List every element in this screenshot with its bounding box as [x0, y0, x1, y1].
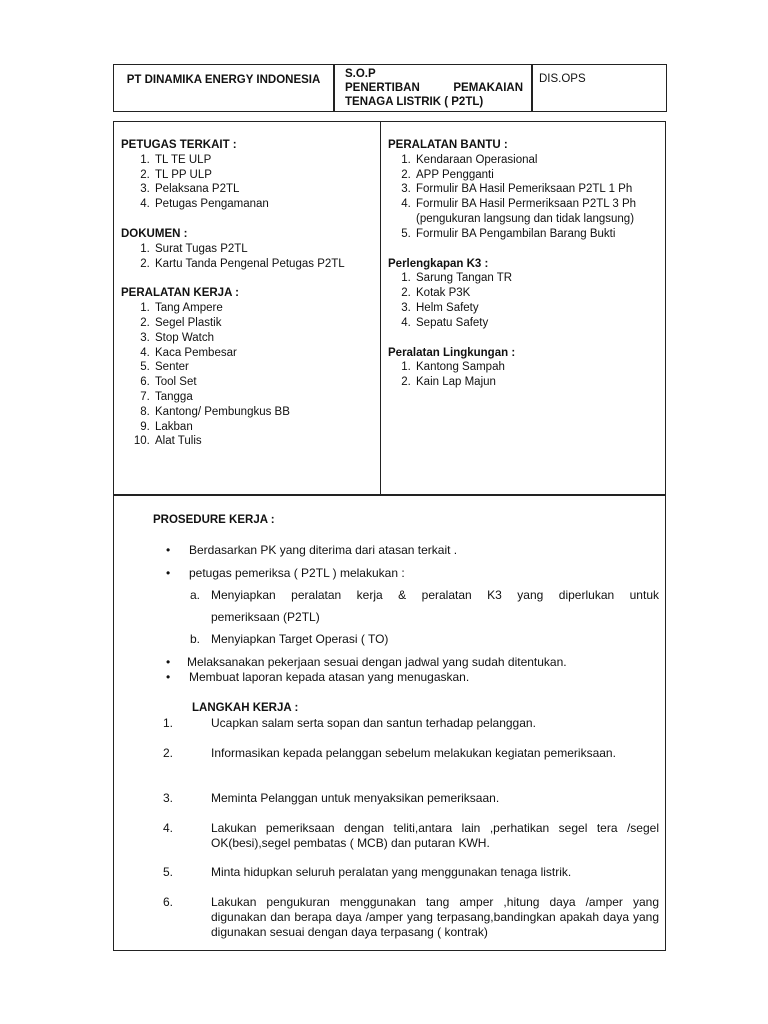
list-item: 4. Kaca Pembesar — [153, 346, 379, 361]
tools-section — [113, 121, 666, 495]
list-item: 5. Senter — [153, 360, 379, 375]
list-item: 5. Formulir BA Pengambilan Barang Bukti — [414, 227, 664, 242]
step-number: 2. — [163, 746, 174, 760]
step-text: Lakukan pengukuran menggunakan tang amper ,hitung daya /amper yang digunakan dan berapa daya /amper yang terpasang,bandingkan apakah daya yang digunakan sesuai dengan daya terpasang ( kontrak) — [211, 895, 659, 939]
list-item: 2. APP Pengganti — [414, 168, 664, 183]
header-company-cell — [113, 64, 334, 112]
procedure-bullet-4: Membuat laporan kepada atasan yang menugaskan. — [189, 670, 470, 684]
step-text: Minta hidupkan seluruh peralatan yang menggunakan tenaga listrik. — [211, 865, 572, 879]
step-text: Informasikan kepada pelanggan sebelum melakukan kegiatan pemeriksaan. — [211, 746, 616, 760]
step-number: 1. — [163, 716, 174, 730]
column-divider — [380, 122, 381, 494]
list-item: 4. Sepatu Safety — [414, 316, 664, 331]
list-item: 1. TL TE ULP — [153, 153, 379, 168]
procedure-bullet-1: Berdasarkan PK yang diterima dari atasan terkait . — [189, 543, 458, 557]
sop-title-line1 — [345, 81, 523, 95]
list-item: 1. Kantong Sampah — [414, 360, 664, 375]
procedure-bullet-3: Melaksanakan pekerjaan sesuai dengan jadwal yang sudah ditentukan. — [187, 655, 567, 669]
list-item: 9. Lakban — [153, 420, 379, 435]
document-code: DIS.OPS — [539, 73, 586, 85]
k3-list — [388, 271, 664, 330]
peralatan-kerja-title: PERALATAN KERJA : — [121, 287, 239, 300]
sub-marker-a: a. — [190, 588, 201, 602]
company-name: PT DINAMIKA ENERGY INDONESIA — [126, 74, 321, 86]
list-item: 2. Kain Lap Majun — [414, 375, 664, 390]
sub-a-line2: pemeriksaan (P2TL) — [211, 610, 320, 624]
k3-title: Perlengkapan K3 : — [388, 257, 489, 270]
sub-a-line1: Menyiapkan peralatan kerja & peralatan K3 yang diperlukan untuk — [211, 588, 659, 602]
peralatan-kerja-list — [121, 301, 379, 449]
sub-b: Menyiapkan Target Operasi ( TO) — [211, 632, 389, 646]
procedure-bullet-2: petugas pemeriksa ( P2TL ) melakukan : — [189, 566, 405, 580]
list-item: 10. Alat Tulis — [153, 434, 379, 449]
bullet-glyph: • — [166, 543, 171, 557]
list-item: 3. Pelaksana P2TL — [153, 182, 379, 197]
step-number: 3. — [163, 791, 174, 805]
step-number: 6. — [163, 895, 174, 909]
list-item: 3. Formulir BA Hasil Pemeriksaan P2TL 1 Ph — [414, 182, 664, 197]
sub-marker-b: b. — [190, 632, 201, 646]
step-number: 4. — [163, 821, 174, 835]
list-item: 1. Surat Tugas P2TL — [153, 242, 379, 257]
sop-label: S.O.P — [345, 68, 376, 80]
step-text: Meminta Pelanggan untuk menyaksikan pemeriksaan. — [211, 791, 500, 805]
procedure-section — [113, 494, 666, 951]
step-text: Ucapkan salam serta sopan dan santun terhadap pelanggan. — [211, 716, 536, 730]
petugas-title: PETUGAS TERKAIT : — [121, 139, 237, 151]
list-item: 6. Tool Set — [153, 375, 379, 390]
sop-title-word2: PEMAKAIAN — [453, 82, 523, 94]
sop-title-word1: PENERTIBAN — [345, 82, 420, 94]
peralatan-bantu-title: PERALATAN BANTU : — [388, 139, 508, 151]
list-item: 3. Helm Safety — [414, 301, 664, 316]
step-text: Lakukan pemeriksaan dengan teliti,antara lain ,perhatikan segel tera /segel OK(besi),segel pembatas ( MCB) dan putaran KWH. — [211, 821, 659, 850]
step-number: 5. — [163, 865, 174, 879]
list-item: 8. Kantong/ Pembungkus BB — [153, 405, 379, 420]
bullet-glyph: • — [166, 566, 171, 580]
procedure-title: PROSEDURE KERJA : — [153, 514, 275, 526]
peralatan-bantu-list — [388, 153, 664, 242]
dokumen-list — [121, 242, 379, 272]
header-sop-cell — [334, 64, 532, 112]
bullet-glyph: • — [166, 655, 171, 669]
bullet-glyph: • — [166, 670, 171, 684]
left-column — [121, 138, 379, 449]
list-item: 1. Tang Ampere — [153, 301, 379, 316]
langkah-title: LANGKAH KERJA : — [192, 702, 299, 714]
list-item: 2. TL PP ULP — [153, 168, 379, 183]
list-item: 4. Petugas Pengamanan — [153, 197, 379, 212]
list-item: 2. Segel Plastik — [153, 316, 379, 331]
header-code-cell — [532, 64, 667, 112]
dokumen-title: DOKUMEN : — [121, 227, 188, 240]
lingkungan-title: Peralatan Lingkungan : — [388, 346, 516, 359]
list-item: 1. Sarung Tangan TR — [414, 271, 664, 286]
right-column — [388, 138, 664, 390]
lingkungan-list — [388, 360, 664, 390]
sop-title-line2: TENAGA LISTRIK ( P2TL) — [345, 96, 484, 108]
list-item: 3. Stop Watch — [153, 331, 379, 346]
list-item: 7. Tangga — [153, 390, 379, 405]
list-item: 2. Kartu Tanda Pengenal Petugas P2TL — [153, 257, 379, 272]
list-item: 1. Kendaraan Operasional — [414, 153, 664, 168]
petugas-list — [121, 153, 379, 212]
list-item: 2. Kotak P3K — [414, 286, 664, 301]
list-item: 4. Formulir BA Hasil Permeriksaan P2TL 3 Ph (pengukuran langsung dan tidak langsung) — [414, 197, 664, 227]
